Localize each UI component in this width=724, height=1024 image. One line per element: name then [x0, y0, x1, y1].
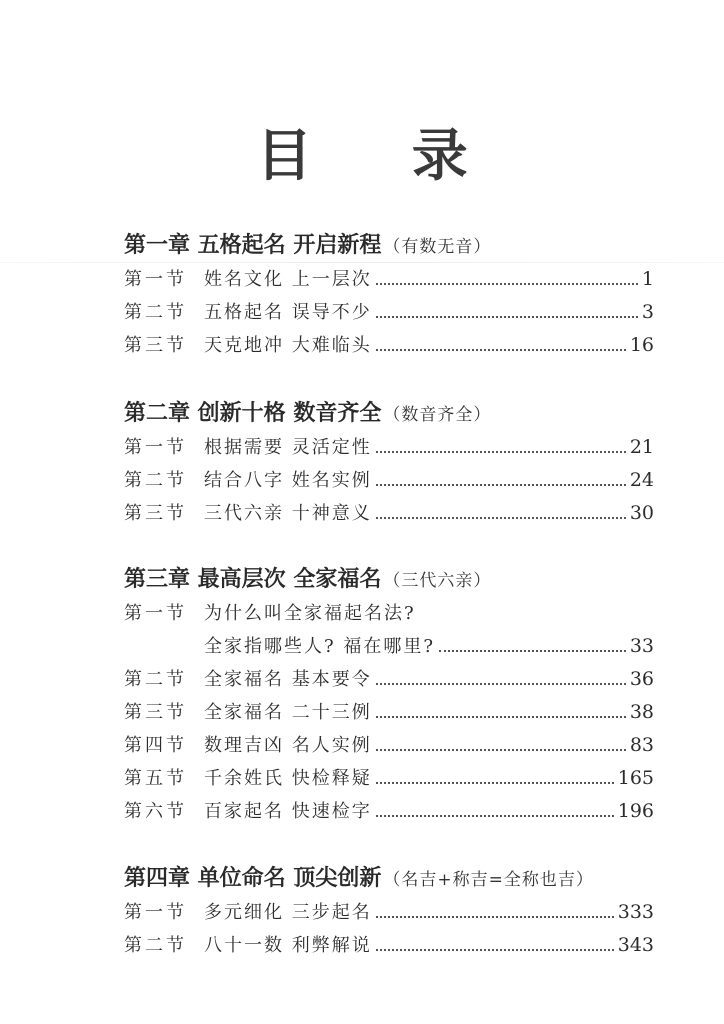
page-number: 16 — [629, 334, 654, 356]
page-number: 24 — [629, 469, 654, 491]
chapter-3 — [124, 563, 654, 828]
chapter-heading — [124, 229, 654, 263]
chapter-title: 第二章 创新十格 数音齐全 — [124, 401, 382, 426]
toc-entry[interactable] — [124, 263, 654, 296]
toc-entry[interactable] — [124, 896, 654, 929]
dot-leader — [376, 483, 626, 486]
section-title: 结合八字 姓名实例 — [204, 470, 372, 491]
page-number: 196 — [617, 800, 654, 822]
chapter-note: （数音齐全） — [383, 405, 492, 425]
toc-entry[interactable] — [124, 464, 654, 497]
page-number: 33 — [629, 635, 654, 657]
dot-leader — [376, 516, 626, 519]
section-title: 数理吉凶 名人实例 — [204, 735, 372, 756]
page-number: 30 — [629, 502, 654, 524]
chapter-4 — [124, 862, 654, 962]
toc-entry[interactable] — [124, 431, 654, 464]
section-title-continued: 全家指哪些人? 福在哪里? — [204, 636, 436, 657]
section-label: 第一节 — [124, 902, 187, 923]
section-label: 第一节 — [124, 437, 187, 458]
section-title: 八十一数 利弊解说 — [204, 935, 372, 956]
dot-leader — [376, 282, 638, 285]
chapter-heading — [124, 563, 654, 597]
section-label: 第三节 — [124, 335, 187, 356]
section-title: 姓名文化 上一层次 — [204, 269, 372, 290]
toc-entry[interactable] — [124, 630, 654, 663]
page-number: 1 — [641, 268, 654, 290]
section-label: 第二节 — [124, 302, 187, 323]
toc-entry[interactable] — [124, 929, 654, 962]
dot-leader — [376, 315, 638, 318]
dot-leader — [439, 649, 626, 652]
chapter-note: （三代六亲） — [383, 571, 492, 591]
page-number: 83 — [629, 734, 654, 756]
chapter-title: 第四章 单位命名 顶尖创新 — [124, 866, 382, 891]
toc-entry[interactable] — [124, 296, 654, 329]
page-number: 3 — [641, 301, 654, 323]
toc-entry[interactable] — [124, 762, 654, 795]
section-label: 第六节 — [124, 801, 187, 822]
dot-leader — [376, 915, 614, 918]
toc-entry[interactable] — [124, 497, 654, 530]
section-title: 为什么叫全家福起名法? — [204, 603, 416, 624]
section-label: 第二节 — [124, 470, 187, 491]
chapter-heading — [124, 862, 654, 896]
section-title: 天克地冲 大难临头 — [204, 335, 372, 356]
dot-leader — [376, 748, 626, 751]
page-number: 343 — [617, 934, 654, 956]
dot-leader — [376, 948, 614, 951]
dot-leader — [376, 781, 614, 784]
section-title: 千余姓氏 快检释疑 — [204, 768, 372, 789]
page-number: 333 — [617, 901, 654, 923]
toc-entry[interactable] — [124, 795, 654, 828]
section-title: 全家福名 二十三例 — [204, 702, 372, 723]
section-label: 第五节 — [124, 768, 187, 789]
section-label: 第三节 — [124, 503, 187, 524]
toc-entry[interactable] — [124, 329, 654, 362]
section-title: 全家福名 基本要令 — [204, 669, 372, 690]
dot-leader — [376, 450, 626, 453]
section-label: 第三节 — [124, 702, 187, 723]
section-title: 百家起名 快速检字 — [204, 801, 372, 822]
page-title: 目 录 — [256, 124, 508, 189]
chapter-title: 第一章 五格起名 开启新程 — [124, 233, 382, 258]
chapter-note: （名吉+称吉=全称也吉） — [383, 870, 594, 890]
chapter-1 — [124, 229, 654, 362]
toc-entry[interactable] — [124, 696, 654, 729]
dot-leader — [376, 348, 626, 351]
section-title: 五格起名 误导不少 — [204, 302, 372, 323]
section-title: 根据需要 灵活定性 — [204, 437, 372, 458]
chapter-title: 第三章 最高层次 全家福名 — [124, 567, 382, 592]
dot-leader — [376, 682, 626, 685]
page-number: 21 — [629, 436, 654, 458]
section-label: 第一节 — [124, 603, 187, 624]
toc-entry[interactable] — [124, 729, 654, 762]
chapter-2 — [124, 397, 654, 530]
page-number: 165 — [617, 767, 654, 789]
section-title: 多元细化 三步起名 — [204, 902, 372, 923]
toc-entry[interactable] — [124, 597, 654, 630]
page-number: 38 — [629, 701, 654, 723]
dot-leader — [376, 715, 626, 718]
section-title: 三代六亲 十神意义 — [204, 503, 372, 524]
toc-entry[interactable] — [124, 663, 654, 696]
section-label: 第二节 — [124, 669, 187, 690]
chapter-heading — [124, 397, 654, 431]
section-label: 第一节 — [124, 269, 187, 290]
chapter-note: （有数无音） — [383, 237, 492, 257]
section-label: 第四节 — [124, 735, 187, 756]
page-number: 36 — [629, 668, 654, 690]
dot-leader — [376, 814, 614, 817]
section-label: 第二节 — [124, 935, 187, 956]
